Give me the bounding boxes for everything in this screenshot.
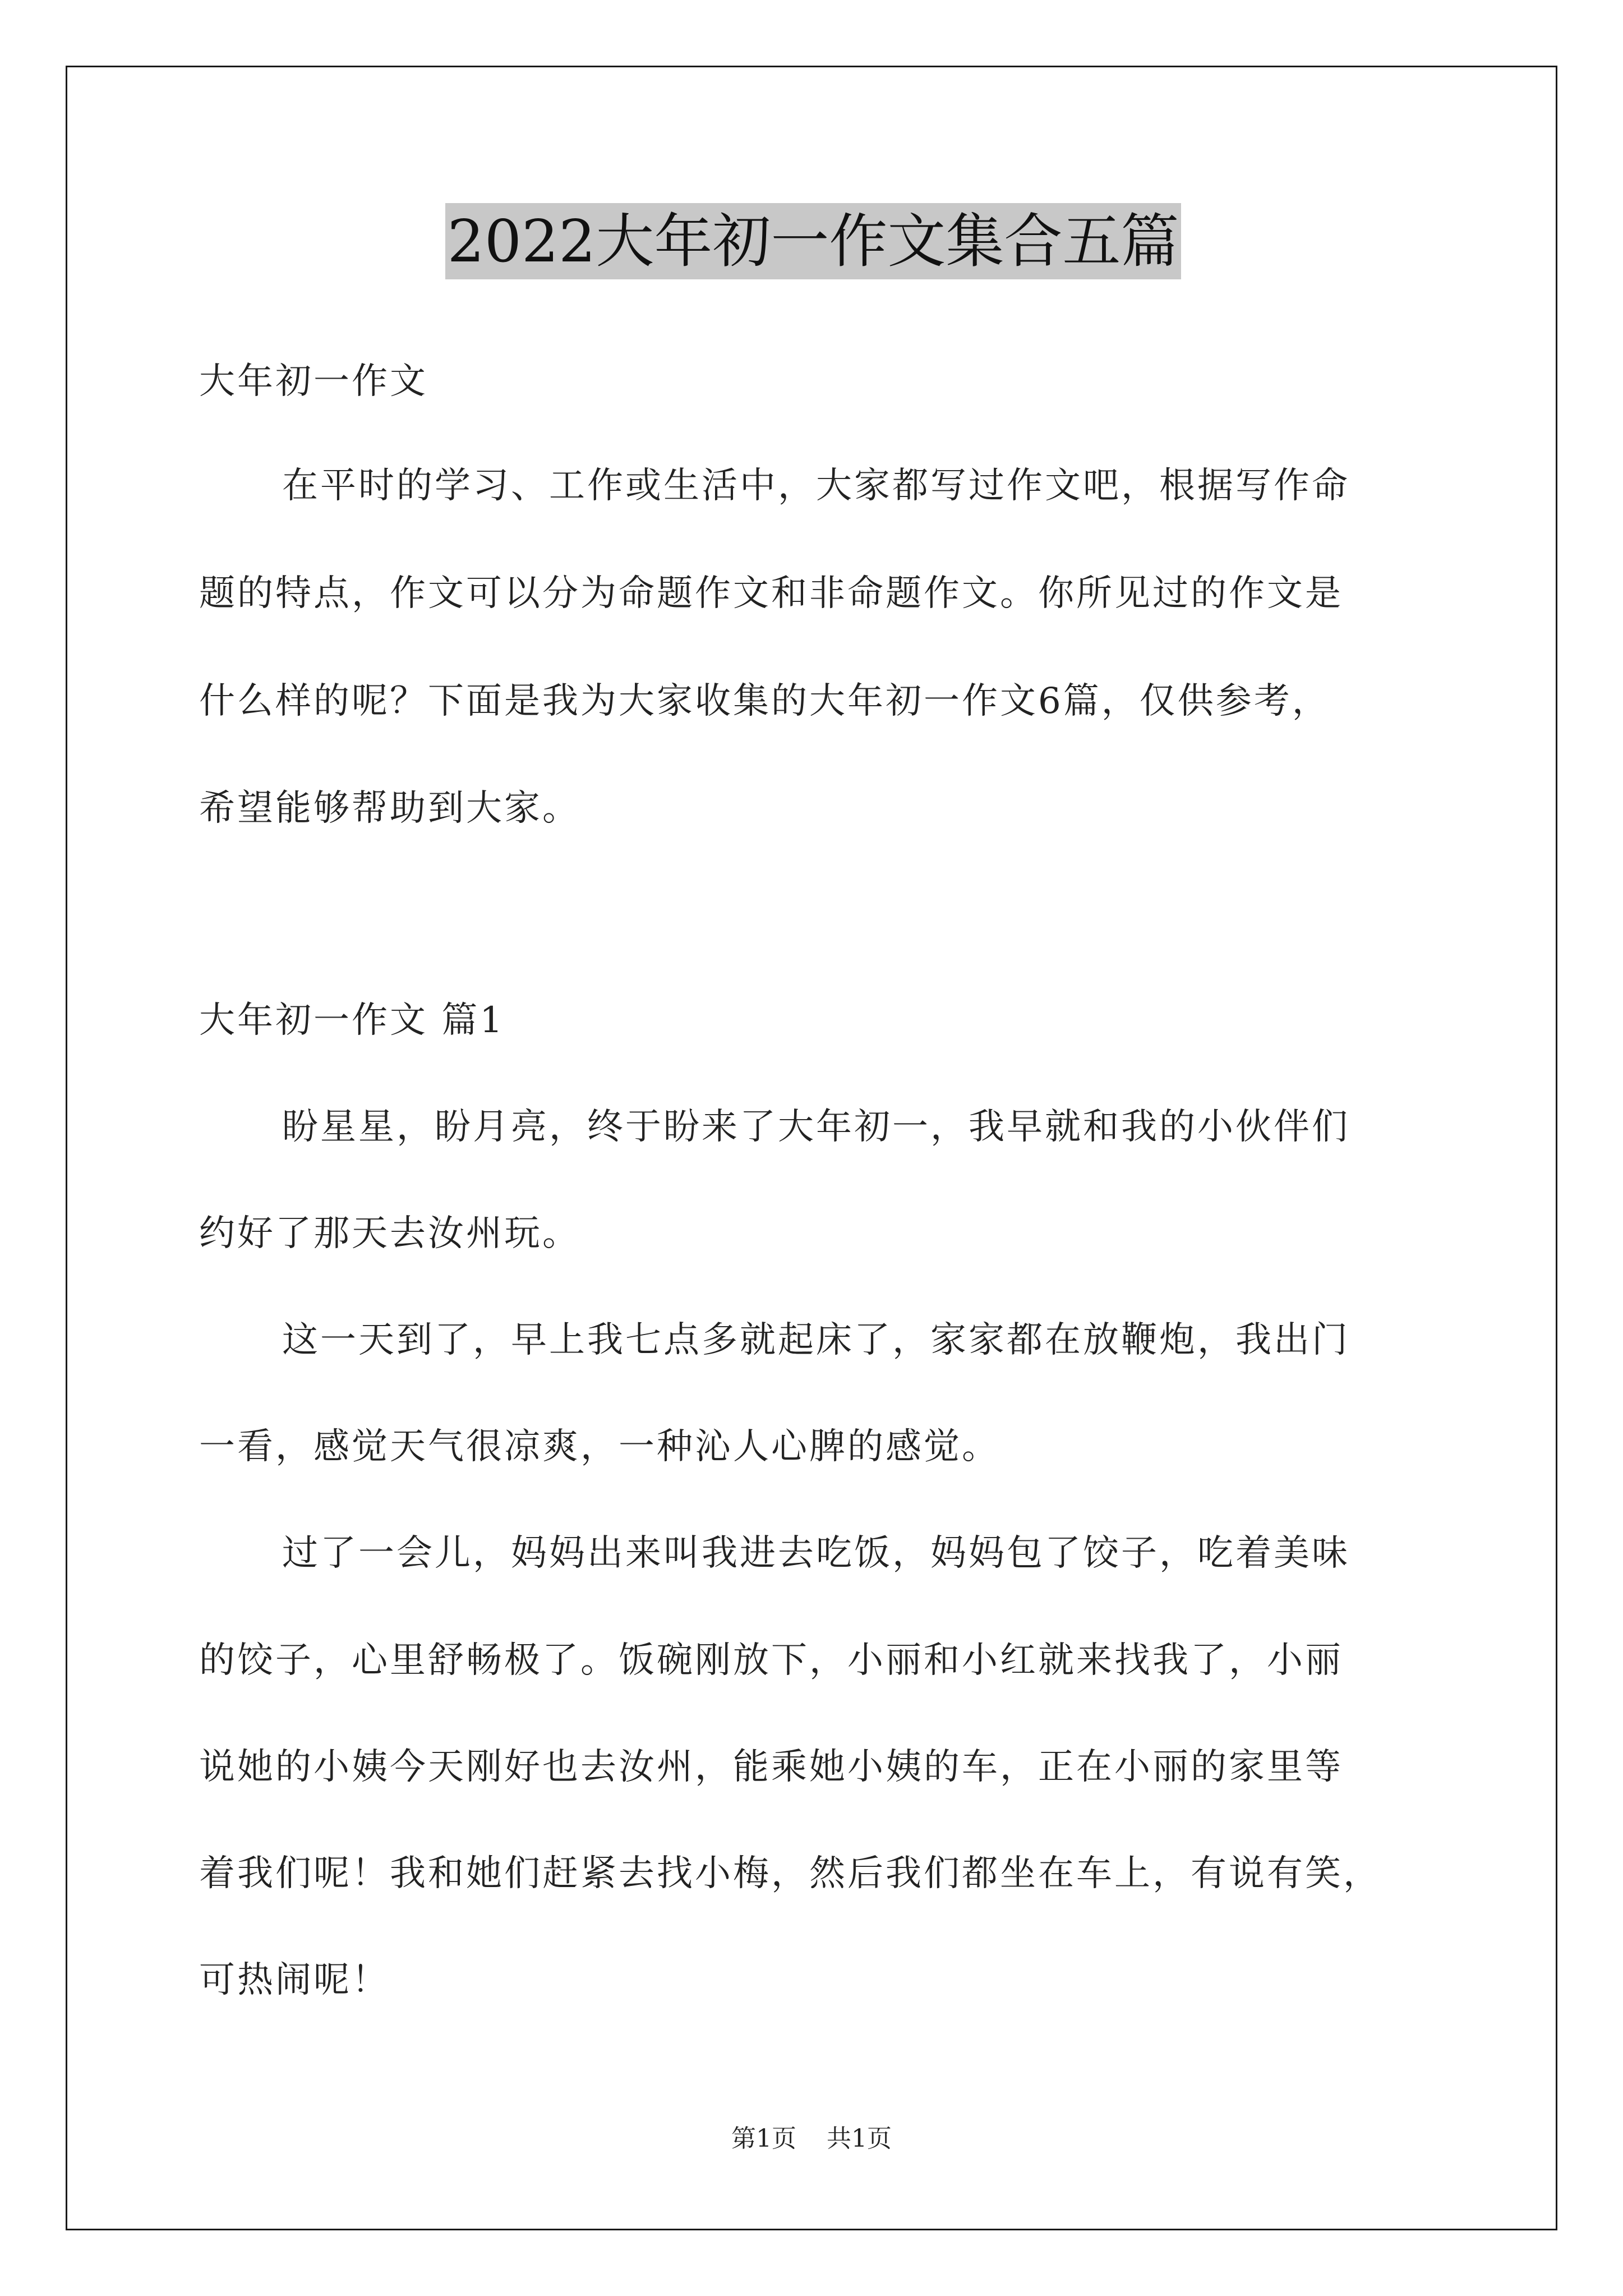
page-footer (0, 2123, 1623, 2155)
paragraph-line: 什么样的呢？下面是我为大家收集的大年初一作文6篇，仅供参考， (199, 680, 1330, 722)
paragraph-line: 这一天到了，早上我七点多就起床了，家家都在放鞭炮，我出门 (282, 1319, 1350, 1361)
paragraph-line: 希望能够帮助到大家。 (199, 788, 580, 829)
paragraph-line: 说她的小姨今天刚好也去汝州，能乘她小姨的车，正在小丽的家里等 (199, 1746, 1343, 1788)
paragraph-line: 可热闹呢！ (199, 1959, 390, 2001)
paragraph-line: 约好了那天去汝州玩。 (199, 1213, 580, 1254)
paragraph-line: 过了一会儿，妈妈出来叫我进去吃饭，妈妈包了饺子，吃着美味 (282, 1533, 1350, 1574)
page-number-current: 第1页 (731, 2124, 796, 2153)
section-heading: 大年初一作文 (199, 361, 428, 402)
document-title: 2022大年初一作文集合五篇 (445, 203, 1182, 279)
section-heading: 大年初一作文 篇1 (199, 1000, 505, 1041)
paragraph-line: 一看，感觉天气很凉爽，一种沁人心脾的感觉。 (199, 1426, 1000, 1467)
page-number-total: 共1页 (827, 2124, 892, 2153)
paragraph-line: 的饺子，心里舒畅极了。饭碗刚放下，小丽和小红就来找我了，小丽 (199, 1640, 1343, 1681)
paragraph-line: 题的特点，作文可以分为命题作文和非命题作文。你所见过的作文是 (199, 573, 1343, 614)
paragraph-line: 着我们呢！我和她们赶紧去找小梅，然后我们都坐在车上，有说有笑， (199, 1853, 1381, 1894)
title-container (199, 203, 1427, 279)
paragraph-line: 在平时的学习、工作或生活中，大家都写过作文吧，根据写作命 (282, 465, 1350, 507)
paragraph-line: 盼星星，盼月亮，终于盼来了大年初一，我早就和我的小伙伴们 (282, 1106, 1350, 1148)
